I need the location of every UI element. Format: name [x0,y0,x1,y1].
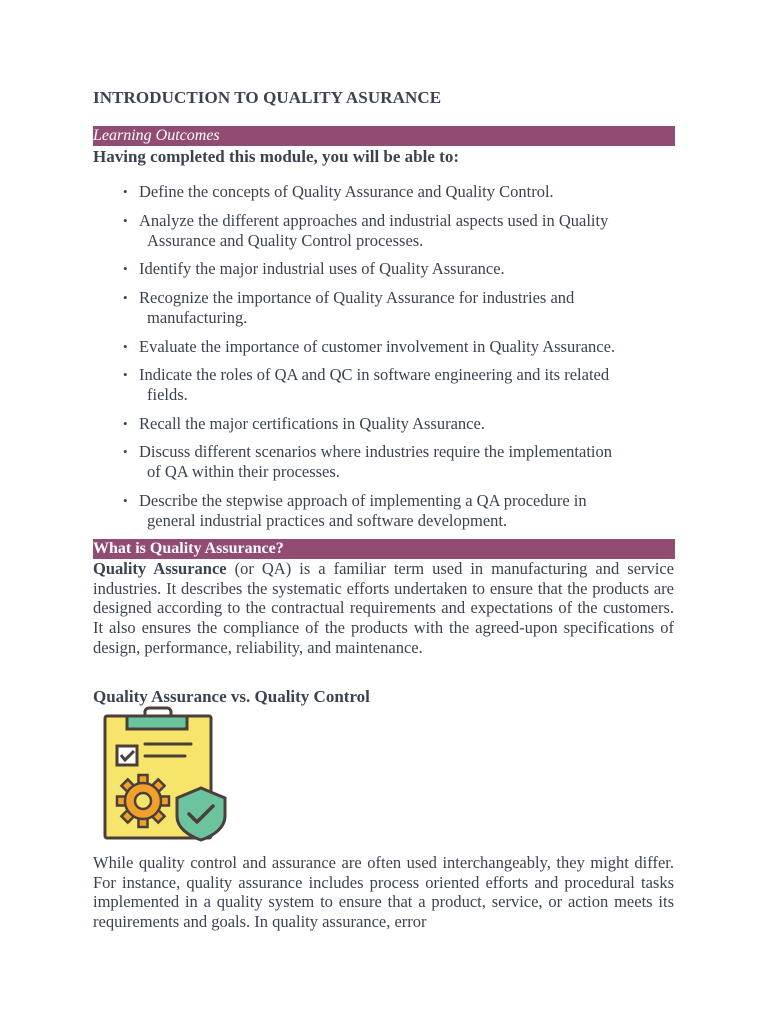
bullet-icon: • [123,416,128,431]
list-item: • Recall the major certifications in Quality Assurance. [123,414,485,433]
qa-term: Quality Assurance [93,559,227,578]
bullet-icon: • [123,213,128,228]
learning-outcomes-intro: Having completed this module, you will be able to: [93,147,459,166]
document-title: INTRODUCTION TO QUALITY ASURANCE [93,88,442,107]
learning-outcomes-heading: Learning Outcomes [93,126,675,146]
bullet-icon: • [123,444,128,459]
list-item: • Identify the major industrial uses of Quality Assurance. [123,259,505,278]
bullet-icon: • [123,339,128,354]
qa-vs-qc-heading: Quality Assurance vs. Quality Control [93,687,370,706]
list-item: • Recognize the importance of Quality Assurance for industries and manufacturing. [123,288,575,327]
bullet-icon: • [123,261,128,276]
list-item: • Define the concepts of Quality Assurance and Quality Control. [123,182,554,201]
bullet-icon: • [123,184,128,199]
list-item: • Discuss different scenarios where industries require the implementation of QA within their processes. [123,442,613,481]
list-item: • Describe the stepwise approach of implementing a QA procedure in general industrial practices and software development. [123,491,587,530]
list-item: • Analyze the different approaches and industrial aspects used in Quality Assurance and Quality Control processes. [123,211,609,250]
what-is-qa-heading: What is Quality Assurance? [93,539,675,559]
list-item: • Evaluate the importance of customer involvement in Quality Assurance. [123,337,616,356]
qa-definition: (or QA) is a familiar term used in manufacturing and service industries. It describes the systematic efforts undertaken to ensure that the products are designed according to the contractual requirements and expectations of the customers. It also ensures the compliance of the products with the agreed-upon specifications of design, performance, reliability, and maintenance. [93,559,674,657]
bullet-icon: • [123,290,128,305]
bullet-icon: • [123,493,128,508]
list-item: • Indicate the roles of QA and QC in software engineering and its related fields. [123,365,610,404]
clipboard-gear-shield-icon [101,706,231,842]
what-is-qa-paragraph [93,559,674,658]
qa-vs-qc-paragraph: While quality control and assurance are often used interchangeably, they might differ. For instance, quality assurance includes process oriented efforts and procedural tasks implemented in a quality system to ensure that a product, service, or action meets its requirements and goals. In quality assurance, error [93,853,674,932]
bullet-icon: • [123,367,128,382]
